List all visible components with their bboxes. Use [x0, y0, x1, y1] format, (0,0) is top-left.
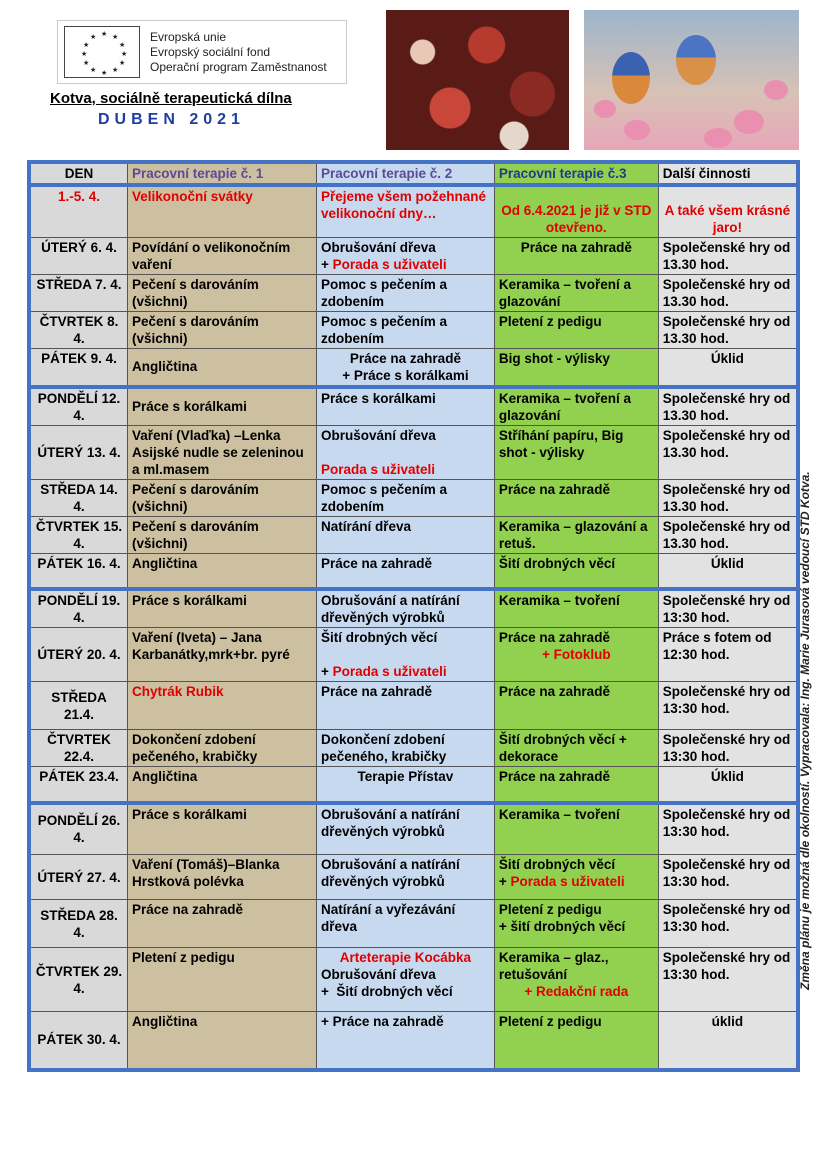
cell-terapie-3: Pletení z pedigu — [494, 1012, 658, 1070]
table-row — [29, 185, 798, 237]
cell-terapie-1: Angličtina — [128, 1012, 317, 1070]
cell-terapie-2: Obrušování a natírání dřevěných výrobků — [316, 855, 494, 900]
cell-terapie-2: Pomoc s pečením a zdobením — [316, 311, 494, 348]
cell-terapie-1: Vaření (Iveta) – Jana Karbanátky,mrk+br. pyré — [128, 628, 317, 682]
cell-dalsi: Společenské hry od 13.30 hod. — [658, 479, 798, 516]
cell-terapie-3: Práce na zahradě — [494, 237, 658, 274]
bird-2 — [676, 35, 716, 85]
cell-terapie-1: Angličtina — [128, 553, 317, 589]
cell-terapie-3: Keramika – tvoření a glazování — [494, 387, 658, 426]
header-terapie-3: Pracovní terapie č.3 — [494, 162, 658, 185]
header-terapie-2: Pracovní terapie č. 2 — [316, 162, 494, 185]
cell-dalsi: Společenské hry od 13:30 hod. — [658, 900, 798, 948]
cell-dalsi: Úklid — [658, 767, 798, 803]
table-row — [29, 767, 798, 803]
cell-terapie-2: Natírání a vyřezávání dřeva — [316, 900, 494, 948]
cell-terapie-3: Šití drobných věcí + Porada s uživateli — [494, 855, 658, 900]
day-cell: ÚTERÝ 20. 4. — [29, 628, 128, 682]
cell-terapie-3: Šití drobných věcí — [494, 553, 658, 589]
cell-dalsi: Společenské hry od 13:30 hod. — [658, 589, 798, 628]
cell-terapie-3: Pletení z pedigu + šití drobných věcí — [494, 900, 658, 948]
day-cell: PONDĚLÍ 26. 4. — [29, 803, 128, 855]
day-cell: ČTVRTEK 22.4. — [29, 730, 128, 767]
day-cell: PONDĚLÍ 19. 4. — [29, 589, 128, 628]
table-row — [29, 237, 798, 274]
cell-dalsi: Společenské hry od 13:30 hod. — [658, 803, 798, 855]
cell-terapie-3: Práce na zahradě — [494, 682, 658, 730]
birds-blossom-photo — [584, 10, 799, 150]
cell-terapie-1: Pečení s darováním (všichni) — [128, 516, 317, 553]
cell-dalsi: Společenské hry od 13:30 hod. — [658, 730, 798, 767]
cell-dalsi: Společenské hry od 13:30 hod. — [658, 948, 798, 1012]
cell-terapie-2: Dokončení zdobení pečeného, krabičky — [316, 730, 494, 767]
cell-dalsi: Společenské hry od 13:30 hod. — [658, 682, 798, 730]
cell-terapie-3: Práce na zahradě — [494, 479, 658, 516]
cell-terapie-1: Velikonoční svátky — [128, 185, 317, 237]
cell-terapie-2: Obrušování dřeva + Porada s uživateli — [316, 237, 494, 274]
day-cell: PONDĚLÍ 12. 4. — [29, 387, 128, 426]
cell-terapie-1: Pečení s darováním (všichni) — [128, 274, 317, 311]
table-row — [29, 589, 798, 628]
day-cell: ČTVRTEK 8. 4. — [29, 311, 128, 348]
cell-terapie-1: Angličtina — [128, 767, 317, 803]
cell-terapie-3: Pletení z pedigu — [494, 311, 658, 348]
table-row — [29, 900, 798, 948]
cell-dalsi: Společenské hry od 13.30 hod. — [658, 387, 798, 426]
cell-terapie-3: Keramika – tvoření — [494, 589, 658, 628]
eu-line-1: Evropská unie — [150, 30, 227, 44]
table-row — [29, 1012, 798, 1070]
cell-dalsi: Společenské hry od 13.30 hod. — [658, 425, 798, 479]
side-note: Změna plánu je možná dle okolností. Vypracovala: Ing. Marie Jurasová vedoucí STD Kotva. — [798, 471, 812, 990]
day-cell: STŘEDA 21.4. — [29, 682, 128, 730]
day-cell: ÚTERÝ 6. 4. — [29, 237, 128, 274]
cell-terapie-3: Keramika – glazování a retuš. — [494, 516, 658, 553]
cell-terapie-1: Vaření (Vlaďka) –Lenka Asijské nudle se zeleninou a ml.masem — [128, 425, 317, 479]
day-cell: PÁTEK 30. 4. — [29, 1012, 128, 1070]
cell-terapie-1: Vaření (Tomáš)–Blanka Hrstková polévka — [128, 855, 317, 900]
cell-terapie-2: Práce s korálkami — [316, 387, 494, 426]
table-row — [29, 948, 798, 1012]
cell-dalsi: Úklid — [658, 348, 798, 387]
table-row — [29, 274, 798, 311]
cell-terapie-1: Povídání o velikonočním vaření — [128, 237, 317, 274]
cell-terapie-1: Pletení z pedigu — [128, 948, 317, 1012]
easter-eggs-photo — [386, 10, 569, 150]
table-row — [29, 628, 798, 682]
cell-terapie-1: Práce s korálkami — [128, 589, 317, 628]
table-row — [29, 553, 798, 589]
day-cell: STŘEDA 14. 4. — [29, 479, 128, 516]
cell-terapie-2: Arteterapie Kocábka Obrušování dřeva + Šití drobných věcí — [316, 948, 494, 1012]
cell-dalsi: Společenské hry od 13:30 hod. — [658, 855, 798, 900]
eu-line-3: Operační program Zaměstnanost — [150, 60, 327, 74]
header-dalsi: Další činnosti — [658, 162, 798, 185]
header-den: DEN — [29, 162, 128, 185]
table-row — [29, 682, 798, 730]
eu-flag-icon: ★ ★ ★ ★ ★ ★ ★ ★ ★ ★ ★ ★ — [64, 26, 140, 78]
day-cell: ČTVRTEK 15. 4. — [29, 516, 128, 553]
cell-terapie-3: Od 6.4.2021 je již v STD otevřeno. — [494, 185, 658, 237]
cell-dalsi: úklid — [658, 1012, 798, 1070]
cell-dalsi: A také všem krásné jaro! — [658, 185, 798, 237]
day-cell: STŘEDA 7. 4. — [29, 274, 128, 311]
bird-1 — [612, 52, 650, 104]
day-cell: PÁTEK 23.4. — [29, 767, 128, 803]
table-row — [29, 516, 798, 553]
cell-terapie-2: Pomoc s pečením a zdobením — [316, 274, 494, 311]
cell-dalsi: Společenské hry od 13.30 hod. — [658, 516, 798, 553]
cell-terapie-3: Keramika – tvoření — [494, 803, 658, 855]
cell-dalsi: Práce s fotem od 12:30 hod. — [658, 628, 798, 682]
cell-terapie-2: Šití drobných věcí + Porada s uživateli — [316, 628, 494, 682]
table-row — [29, 311, 798, 348]
cell-terapie-2: Natírání dřeva — [316, 516, 494, 553]
cell-terapie-3: Šití drobných věcí + dekorace — [494, 730, 658, 767]
table-row — [29, 387, 798, 426]
eu-logo — [57, 20, 347, 84]
page-month: DUBEN 2021 — [98, 111, 245, 128]
day-cell: STŘEDA 28. 4. — [29, 900, 128, 948]
day-cell: ČTVRTEK 29. 4. — [29, 948, 128, 1012]
schedule-table — [27, 160, 800, 1072]
cell-terapie-3: Práce na zahradě — [494, 767, 658, 803]
day-cell: 1.-5. 4. — [29, 185, 128, 237]
table-row — [29, 730, 798, 767]
table-row — [29, 425, 798, 479]
cell-terapie-1: Pečení s darováním (všichni) — [128, 311, 317, 348]
cell-terapie-3: Keramika – tvoření a glazování — [494, 274, 658, 311]
table-row — [29, 803, 798, 855]
table-row — [29, 348, 798, 387]
cell-terapie-1: Dokončení zdobení pečeného, krabičky — [128, 730, 317, 767]
cell-terapie-1: Angličtina — [128, 348, 317, 387]
page-title: Kotva, sociálně terapeutická dílna — [50, 90, 292, 107]
cell-dalsi: Společenské hry od 13.30 hod. — [658, 237, 798, 274]
header-terapie-1: Pracovní terapie č. 1 — [128, 162, 317, 185]
cell-terapie-3: Keramika – glaz., retušování + Redakční rada — [494, 948, 658, 1012]
table-row — [29, 479, 798, 516]
day-cell: PÁTEK 9. 4. — [29, 348, 128, 387]
cell-terapie-2: Obrušování dřeva Porada s uživateli — [316, 425, 494, 479]
cell-terapie-2: Pomoc s pečením a zdobením — [316, 479, 494, 516]
cell-terapie-1: Práce s korálkami — [128, 803, 317, 855]
cell-terapie-3: Stříhání papíru, Big shot - výlisky — [494, 425, 658, 479]
cell-terapie-1: Chytrák Rubik — [128, 682, 317, 730]
cell-terapie-2: Práce na zahradě + Práce s korálkami — [316, 348, 494, 387]
cell-terapie-3: Big shot - výlisky — [494, 348, 658, 387]
cell-dalsi: Společenské hry od 13.30 hod. — [658, 311, 798, 348]
eu-logo-text — [150, 30, 327, 75]
cell-terapie-1: Práce s korálkami — [128, 387, 317, 426]
cell-terapie-2: Obrušování a natírání dřevěných výrobků — [316, 589, 494, 628]
cell-terapie-2: Práce na zahradě — [316, 682, 494, 730]
eu-line-2: Evropský sociální fond — [150, 45, 271, 59]
cell-terapie-1: Pečení s darováním (všichni) — [128, 479, 317, 516]
cell-dalsi: Úklid — [658, 553, 798, 589]
cell-terapie-2: Obrušování a natírání dřevěných výrobků — [316, 803, 494, 855]
cell-dalsi: Společenské hry od 13.30 hod. — [658, 274, 798, 311]
table-row — [29, 855, 798, 900]
day-cell: ÚTERÝ 13. 4. — [29, 425, 128, 479]
day-cell: PÁTEK 16. 4. — [29, 553, 128, 589]
cell-terapie-3: Práce na zahradě + Fotoklub — [494, 628, 658, 682]
day-cell: ÚTERÝ 27. 4. — [29, 855, 128, 900]
table-header-row — [29, 162, 798, 185]
cell-terapie-2: Terapie Přístav — [316, 767, 494, 803]
cell-terapie-1: Práce na zahradě — [128, 900, 317, 948]
cell-terapie-2: Práce na zahradě — [316, 553, 494, 589]
cell-terapie-2: Přejeme všem požehnané velikonoční dny… — [316, 185, 494, 237]
cell-terapie-2: + Práce na zahradě — [316, 1012, 494, 1070]
